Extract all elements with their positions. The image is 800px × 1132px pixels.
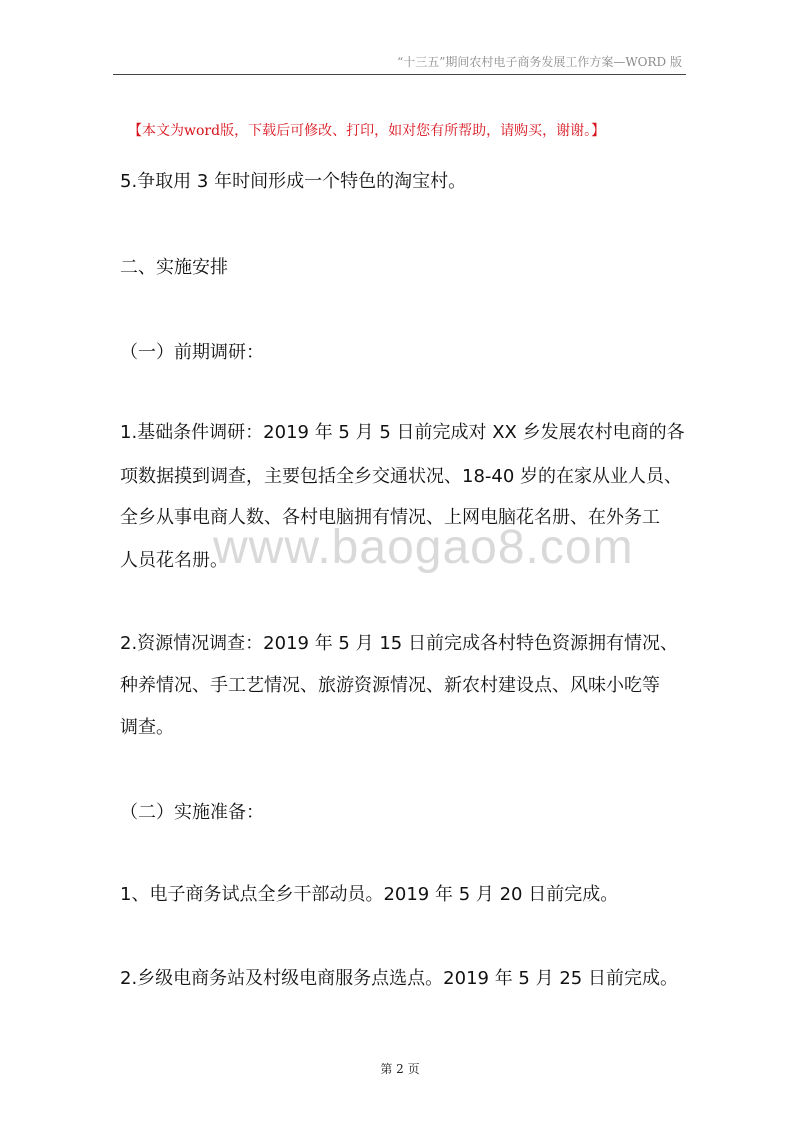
- section-heading-implementation: 二、实施安排: [120, 257, 228, 278]
- paragraph-goal-5: 5.争取用 3 年时间形成一个特色的淘宝村。: [120, 171, 467, 192]
- item1-line-3: 全乡从事电商人数、各村电脑拥有情况、上网电脑花名册、在外务工: [120, 507, 660, 528]
- item1-line-1: 1.基础条件调研：2019 年 5 月 5 日前完成对 XX 乡发展农村电商的各: [120, 422, 685, 443]
- item1-line-4: 人员花名册。: [120, 550, 228, 571]
- subsection-heading-research: （一）前期调研：: [120, 342, 264, 363]
- subsection-heading-preparation: （二）实施准备：: [120, 802, 264, 823]
- item2-line-3: 调查。: [120, 717, 174, 738]
- item2-line-1: 2.资源情况调查：2019 年 5 月 15 日前完成各村特色资源拥有情况、: [120, 633, 678, 654]
- header-divider: [113, 74, 686, 75]
- page-number: 第 2 页: [380, 1062, 420, 1076]
- preparation-item-1: 1、电子商务试点全乡干部动员。2019 年 5 月 20 日前完成。: [120, 884, 619, 905]
- item1-line-2: 项数据摸到调查，主要包括全乡交通状况、18-40 岁的在家从业人员、: [120, 466, 683, 487]
- download-notice: 【本文为word版，下载后可修改、打印，如对您有所帮助，请购买，谢谢。】: [128, 123, 606, 139]
- running-header-title: “十三五”期间农村电子商务发展工作方案—WORD 版: [397, 55, 682, 69]
- watermark: www.baogao8.com: [213, 521, 634, 574]
- preparation-item-2: 2.乡级电商务站及村级电商服务点选点。2019 年 5 月 25 日前完成。: [120, 968, 678, 989]
- item2-line-2: 种养情况、手工艺情况、旅游资源情况、新农村建设点、风味小吃等: [120, 675, 660, 696]
